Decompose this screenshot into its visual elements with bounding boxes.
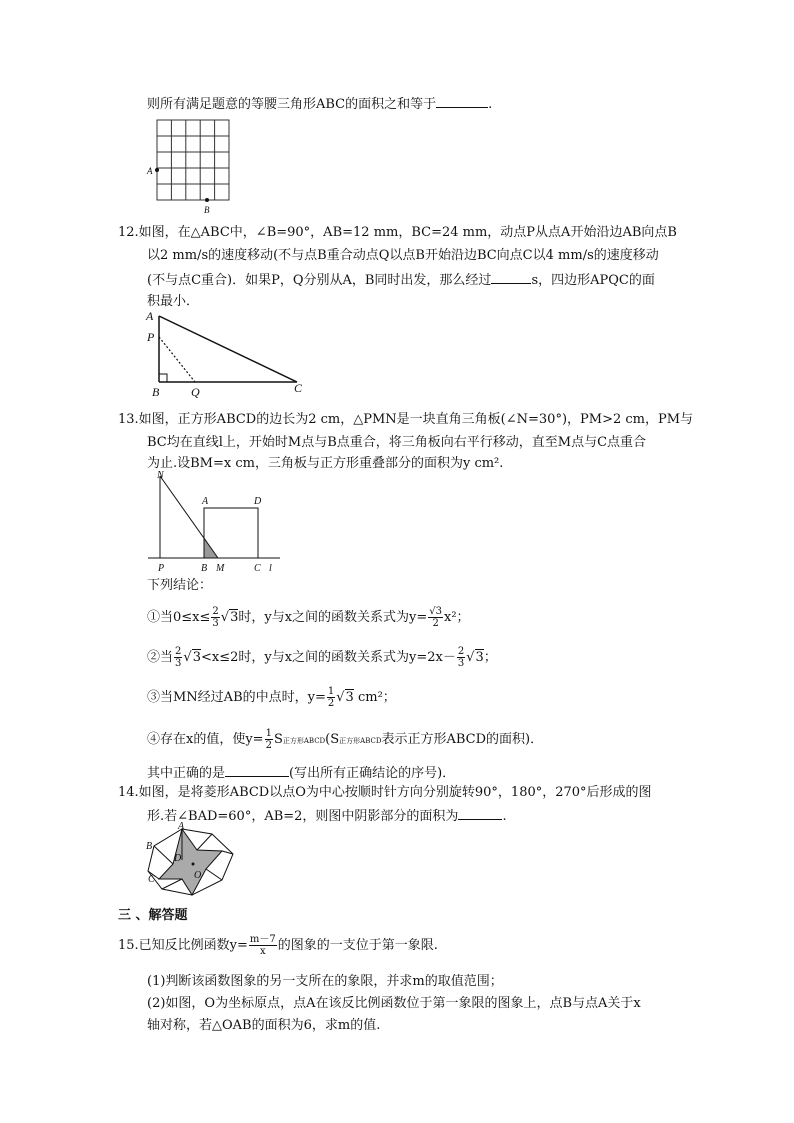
svg-text:P: P bbox=[158, 563, 165, 574]
q12-triangle-figure bbox=[140, 310, 320, 400]
q13-conclusion-1: ①当0≤x≤ $\frac{2}{3}$ √3时，y与x之间的函数关系式为y= $\frac{√3}{2}$ x²； bbox=[147, 606, 470, 629]
svg-text:O: O bbox=[194, 870, 202, 881]
q14-line1: 14.如图，是将菱形ABCD以点O为中心按顺时针方向分别旋转90°，180°，270°后形成的图 bbox=[118, 785, 652, 800]
q15-part2-line2: 轴对称，若△OAB的面积为6，求m的值. bbox=[147, 1018, 381, 1033]
q13-line3: 为止.设BM=x cm，三角板与正方形重叠部分的面积为y cm². bbox=[147, 456, 504, 471]
q11-text: 则所有满足题意的等腰三角形ABC的面积之和等于 . bbox=[147, 97, 493, 112]
svg-text:B: B bbox=[146, 841, 153, 852]
q11-point-a bbox=[155, 168, 159, 172]
svg-text:C: C bbox=[148, 874, 155, 885]
svg-text:D: D bbox=[254, 496, 262, 507]
q12-line1: 12.如图，在△ABC中，∠B=90°，AB=12 mm，BC=24 mm，动点P从点A开始沿边AB向点B bbox=[118, 225, 677, 240]
q13-answer-blank[interactable] bbox=[225, 764, 289, 777]
q12-line4: 积最小． bbox=[147, 294, 200, 309]
q15-part1: (1)判断该函数图象的另一支所在的象限，并求m的取值范围； bbox=[147, 974, 503, 989]
q11-grid-figure bbox=[140, 115, 240, 220]
section3-title: 三 、解答题 bbox=[118, 908, 188, 923]
q12-line3: (不与点C重合)．如果P，Q分别从A，B同时出发，那么经过 s，四边形APQC的面 bbox=[147, 273, 655, 288]
svg-text:A: A bbox=[178, 821, 185, 832]
svg-text:B: B bbox=[152, 385, 160, 399]
svg-text:N: N bbox=[157, 470, 164, 481]
svg-text:A: A bbox=[146, 309, 154, 323]
q14-line2: 形.若∠BAD=60°，AB=2，则图中阴影部分的面积为 . bbox=[147, 809, 507, 824]
svg-text:C: C bbox=[254, 563, 261, 574]
svg-text:l: l bbox=[269, 563, 272, 574]
q13-square-triangle-figure bbox=[140, 470, 290, 575]
q15-line1: 15.已知反比例函数y= $\frac{m-7}{x}$ 的图象的一支位于第一象限. bbox=[118, 934, 438, 957]
svg-text:B: B bbox=[201, 563, 208, 574]
svg-text:A: A bbox=[147, 166, 153, 176]
q13-conclusion-3: ③当MN经过AB的中点时，y= $\frac{1}{2}$ √3 cm²； bbox=[147, 686, 396, 709]
svg-text:C: C bbox=[294, 381, 303, 395]
q13-line1: 13.如图，正方形ABCD的边长为2 cm，△PMN是一块直角三角板(∠N=30°)，PM>2 cm，PM与 bbox=[118, 412, 694, 427]
q14-rhombus-figure bbox=[140, 822, 240, 902]
svg-text:A: A bbox=[202, 496, 209, 507]
svg-text:D: D bbox=[174, 853, 182, 864]
q12-line2: 以2 mm/s的速度移动(不与点B重合动点Q以点B开始沿边BC向点C以4 mm/s的速度移动 bbox=[147, 248, 659, 263]
svg-text:Q: Q bbox=[191, 385, 200, 399]
q12-answer-blank[interactable] bbox=[491, 271, 531, 284]
q13-line2: BC均在直线l上，开始时M点与B点重合，将三角板向右平行移动，直至M点与C点重合 bbox=[147, 435, 647, 450]
svg-text:P: P bbox=[147, 330, 155, 344]
q11-answer-blank[interactable] bbox=[436, 95, 488, 108]
q11-line: 则所有满足题意的等腰三角形ABC的面积之和等于 bbox=[147, 97, 437, 112]
q13-conclusions-label: 下列结论： bbox=[147, 578, 213, 593]
q13-conclusion-4: ④存在x的值，使y= $\frac{1}{2}$ S正方形ABCD(S正方形ABCD表示正方形ABCD的面积)． bbox=[147, 728, 544, 751]
svg-text:M: M bbox=[216, 563, 225, 574]
q13-answer-line: 其中正确的是 (写出所有正确结论的序号)． bbox=[147, 766, 456, 781]
q14-answer-blank[interactable] bbox=[458, 807, 502, 820]
q15-part2-line1: (2)如图，O为坐标原点，点A在该反比例函数位于第一象限的图象上，点B与点A关于x bbox=[147, 996, 641, 1011]
svg-text:B: B bbox=[204, 205, 210, 215]
q11-point-b bbox=[205, 198, 209, 202]
q13-conclusion-2: ②当 $\frac{2}{3}$ √3<x≤2时，y与x之间的函数关系式为y=2x－ $\frac{2}{3}$ √3； bbox=[147, 646, 497, 669]
